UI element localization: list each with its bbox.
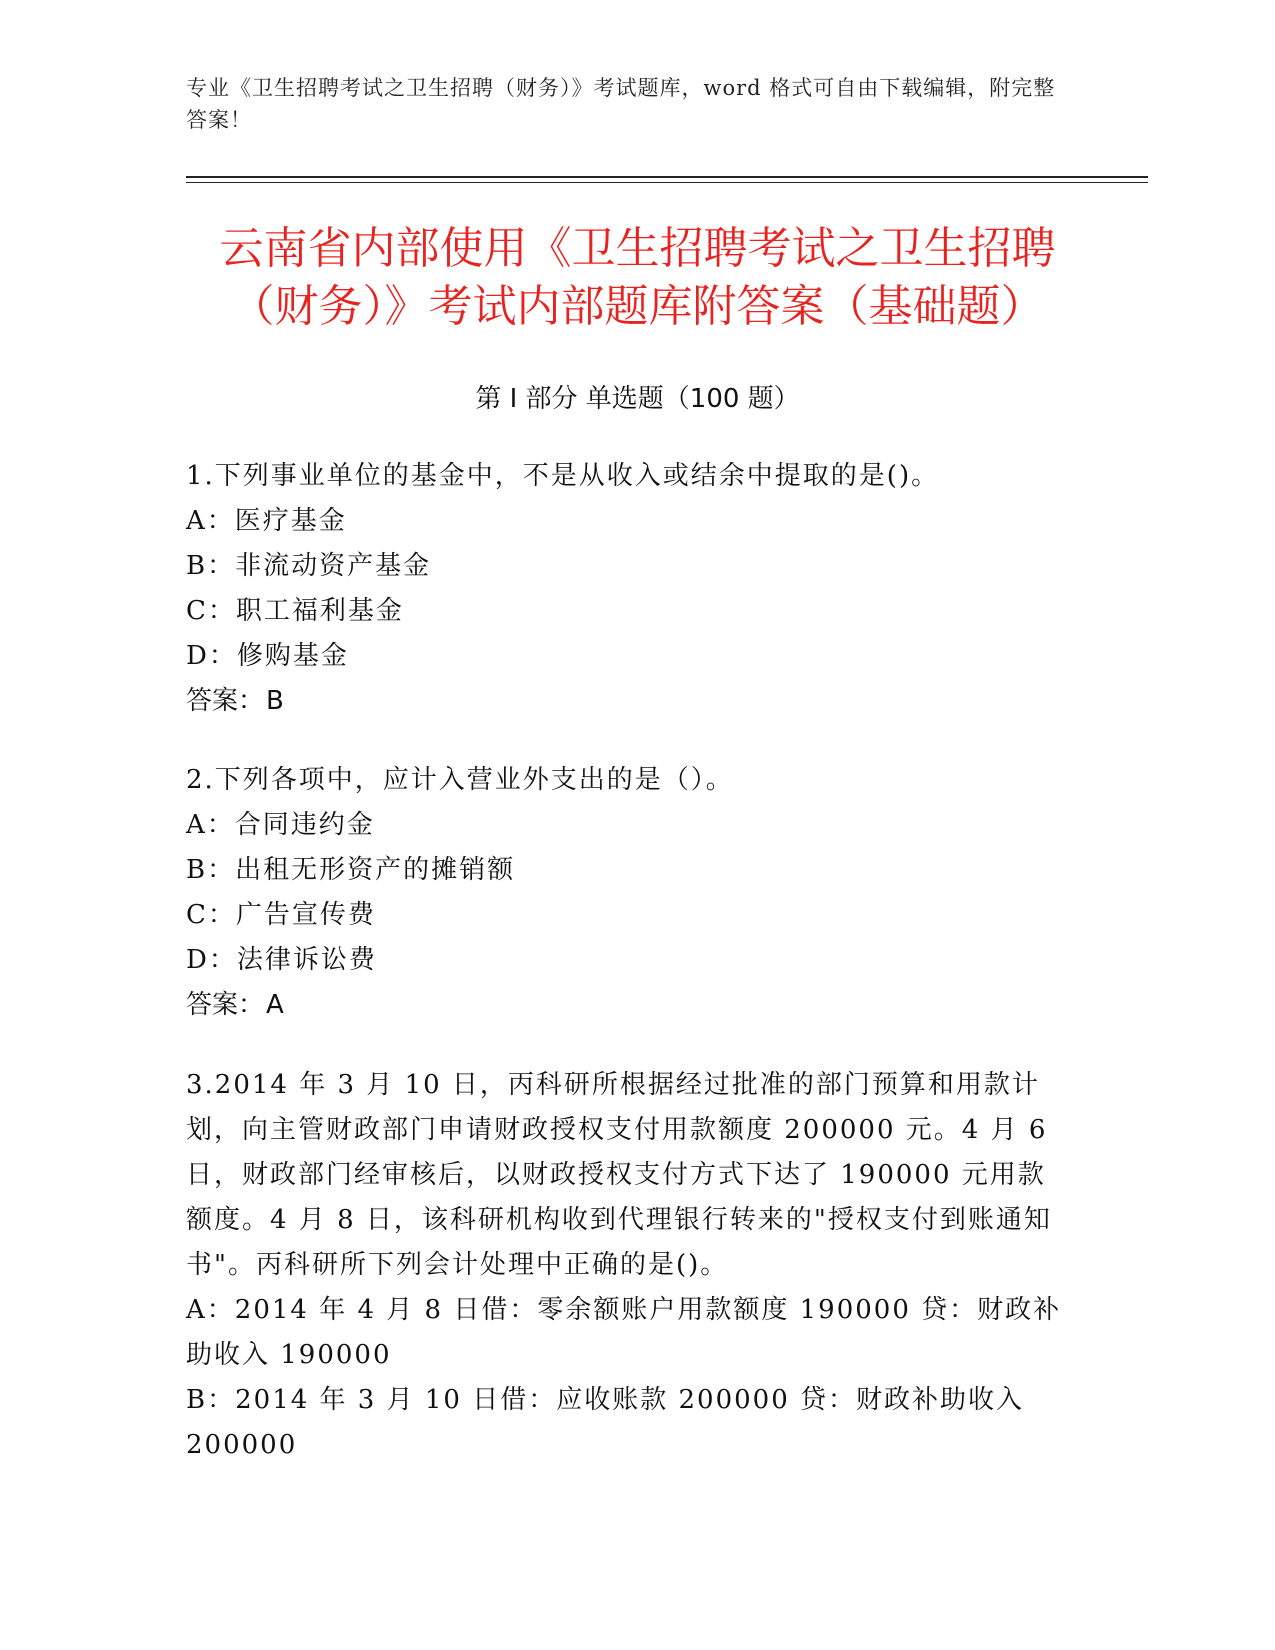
title-line-2: （财务）》考试内部题库附答案（基础题） [230,281,1045,332]
option-a: A：医疗基金 [186,506,347,536]
answer-label: 答案： [186,686,265,716]
option-c: C：广告宣传费 [186,900,376,930]
answer-value: A [266,990,284,1020]
option-d: D：修购基金 [186,641,349,671]
header-note: 专业《卫生招聘考试之卫生招聘（财务）》考试题库，word 格式可自由下载编辑，附完整答案！ [186,76,1056,132]
option-a: A：2014 年 4 月 8 日借：零余额账户用款额度 190000 贷：财政补助收入 190000 [186,1295,1062,1370]
section-title: 第 I 部分 单选题（100 题） [475,384,800,414]
question-stem: 2.下列各项中，应计入营业外支出的是（）。 [186,765,734,795]
header-rule-thin [186,182,1148,183]
answer-line [186,679,1066,724]
option-d: D：法律诉讼费 [186,945,377,975]
question-stem: 3.2014 年 3 月 10 日，丙科研所根据经过批准的部门预算和用款计划，向主管财政部门申请财政授权支付用款额度 200000 元。4 月 6 日，财政部门经审核后，以财政授权支付方式下达了 190000 元用款额度。4 月 8 日，该科研机构收到代理银行转来的"授权支付到账通知书"。丙科研所下列会计处理中正确的是()。 [186,1070,1052,1280]
option-b: B：非流动资产基金 [186,551,432,581]
option-a: A：合同违约金 [186,810,375,840]
option-c: C：职工福利基金 [186,596,404,626]
question-1 [186,454,1066,724]
answer-label: 答案： [186,990,265,1020]
answer-value: B [266,686,284,716]
question-2 [186,758,1066,1028]
header-rule-thick [186,176,1148,178]
option-b: B：2014 年 3 月 10 日借：应收账款 200000 贷：财政补助收入 200000 [186,1385,1025,1460]
answer-line [186,983,1066,1028]
question-stem: 1.下列事业单位的基金中，不是从收入或结余中提取的是()。 [186,461,940,491]
title-line-1: 云南省内部使用《卫生招聘考试之卫生招聘 [219,223,1056,274]
document-title [150,220,1125,336]
option-b: B：出租无形资产的摊销额 [186,855,516,885]
question-3 [186,1063,1066,1468]
